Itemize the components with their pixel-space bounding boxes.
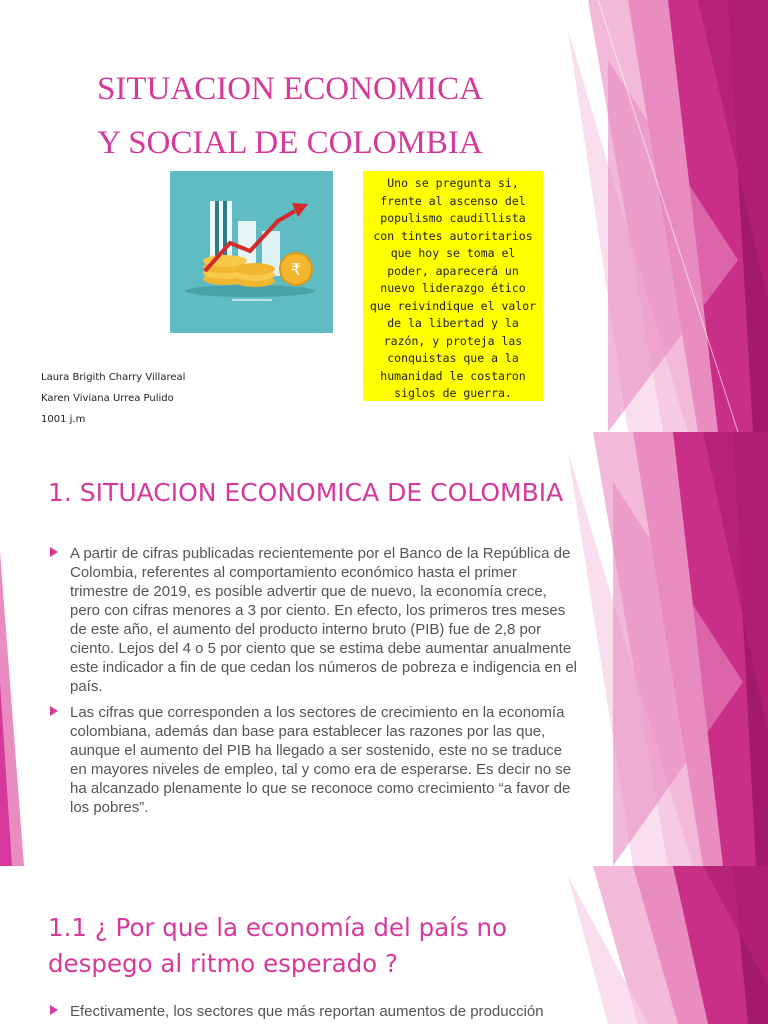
bullet-arrow-icon: [50, 706, 58, 716]
section-heading: 1. SITUACION ECONOMICA DE COLOMBIA: [48, 478, 564, 507]
bullet-arrow-icon: [50, 547, 58, 557]
svg-text:₹: ₹: [290, 260, 302, 279]
decorative-left-facet: [0, 432, 30, 866]
decorative-facets: [568, 432, 768, 866]
list-item: [48, 1002, 578, 1021]
list-item-text: Efectivamente, los sectores que más reportan aumentos de producción: [70, 1003, 544, 1020]
economic-situation-slide: [0, 432, 768, 866]
author-name: Laura Brigith Charry Villareal: [41, 372, 186, 383]
section-heading: 1.1 ¿ Por que la economía del país no despego al ritmo esperado ?: [48, 913, 508, 978]
quote-box: Uno se pregunta si, frente al ascenso del populismo caudillista con tintes autoritarios que hoy se toma el poder, aparecerá un nuevo liderazgo ético que reivindique el valor de la libertad y la razón, y proteja las conquistas que a la humanidad le costaron siglos de guerra.: [363, 171, 543, 401]
list-item: [48, 703, 578, 817]
slide-title: SITUACION ECONOMICA Y SOCIAL DE COLOMBIA: [97, 71, 483, 161]
author-name: Karen Viviana Urrea Pulido: [41, 393, 174, 404]
list-item: [48, 544, 578, 696]
decorative-facets: [568, 0, 768, 432]
bullet-list: [48, 1002, 578, 1024]
authors-list: [41, 367, 185, 430]
decorative-facets: [568, 866, 768, 1024]
group-code: 1001 j.m: [41, 414, 86, 425]
title-slide: [0, 0, 768, 432]
bullet-list: [48, 544, 578, 824]
bullet-arrow-icon: [50, 1005, 58, 1015]
list-item-text: A partir de cifras publicadas recientemente por el Banco de la República de Colombia, referentes al comportamiento económico hasta el primer trimestre de 2019, es posible advertir que de nuevo, la economía crece, pero con cifras menores a 3 por ciento. En efecto, los primeros tres meses de este año, el aumento del producto interno bruto (PIB) fue de 2,8 por ciento. Lejos del 4 o 5 por ciento que se estima debe aumentar anualmente este indicador a fin de que cedan los números de pobreza e indigencia en el país.: [70, 545, 578, 695]
growth-question-slide: [0, 866, 768, 1024]
growth-chart-coins-icon: [170, 171, 333, 333]
list-item-text: Las cifras que corresponden a los sectores de crecimiento en la economía colombiana, además dan base para establecer las razones por las que, aunque el aumento del PIB ha llegado a ser sostenido, este no se traduce en mayores niveles de empleo, tal y como era de esperarse. Es decir no se ha alcanzado plenamente lo que se reconoce como crecimiento “a favor de los pobres”.: [70, 704, 572, 816]
